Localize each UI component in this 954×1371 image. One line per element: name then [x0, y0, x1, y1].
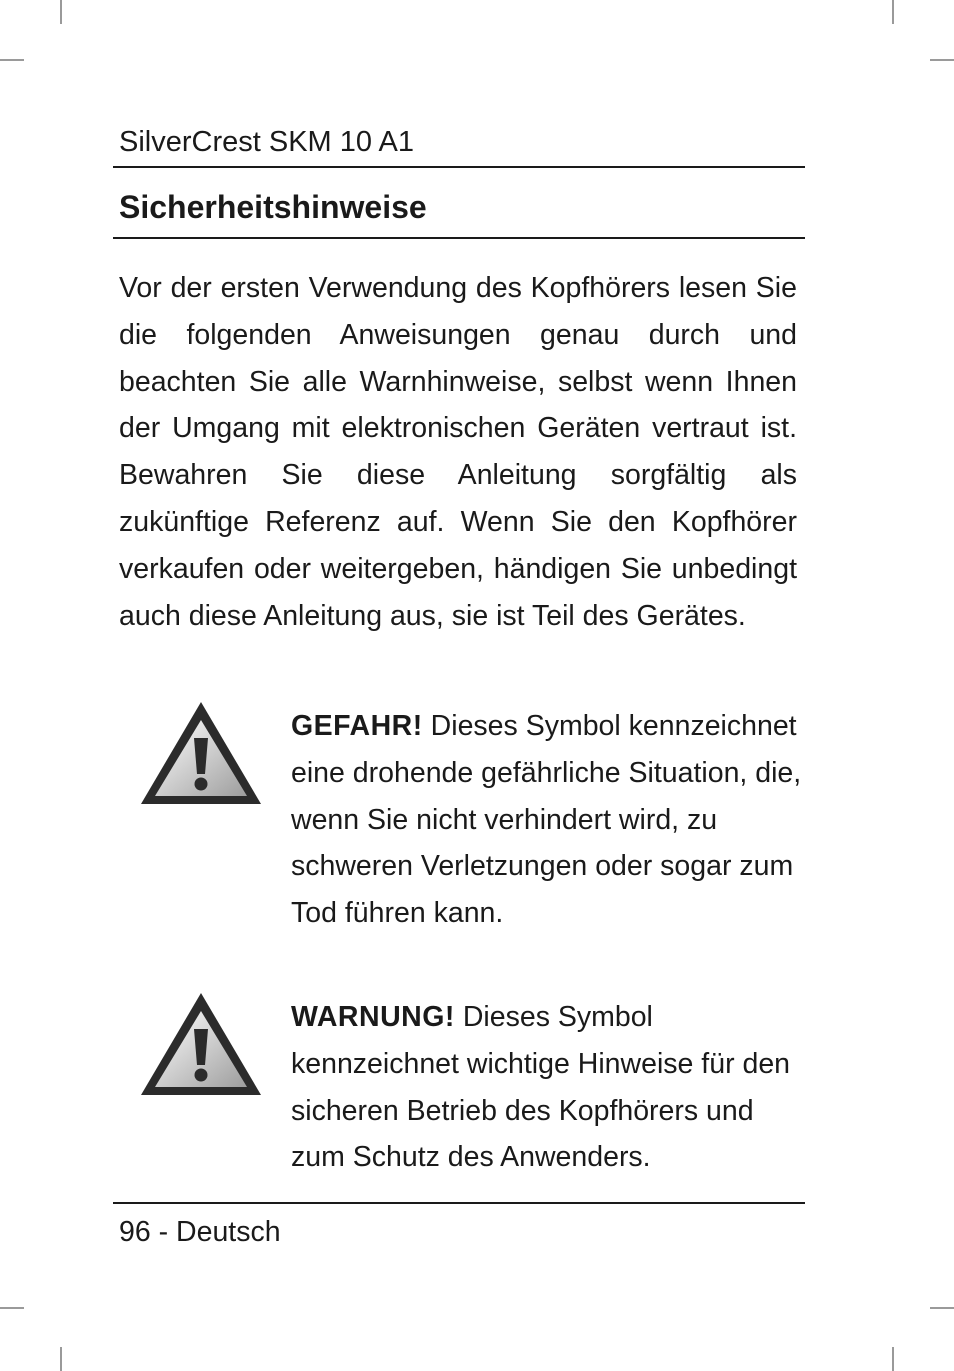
- section-heading: Sicherheitshinweise: [119, 189, 427, 225]
- warning-description: Dieses Symbol kennzeichnet wichtige Hinweise für den sicheren Betrieb des Kopfhörers und zum Schutz des Anwenders.: [291, 1001, 791, 1174]
- crop-mark: [0, 1307, 24, 1309]
- danger-notice: [291, 703, 811, 937]
- crop-mark: [60, 1347, 62, 1371]
- danger-description: Dieses Symbol kennzeichnet eine drohende gefährliche Situation, die, wenn Sie nicht verhindert wird, zu schweren Verletzungen oder sogar zum Tod führen kann.: [291, 710, 802, 930]
- warning-label: WARNUNG!: [291, 1001, 455, 1033]
- header-rule: [113, 166, 805, 168]
- warning-notice: [291, 994, 811, 1181]
- page-footer: 96 - Deutsch: [119, 1216, 281, 1248]
- crop-mark: [60, 0, 62, 24]
- footer-rule: [113, 1202, 805, 1204]
- crop-mark: [892, 1347, 894, 1371]
- crop-mark: [930, 1307, 954, 1309]
- running-header: SilverCrest SKM 10 A1: [119, 126, 414, 158]
- crop-mark: [892, 0, 894, 24]
- warning-triangle-icon: [139, 700, 263, 806]
- intro-paragraph: Vor der ersten Verwendung des Kopfhörers lesen Sie die folgenden Anweisungen genau durch und beachten Sie alle Warnhinweise, selbst wenn Ihnen der Umgang mit elektronischen Geräten vertraut ist. Bewahren Sie diese Anleitung sorgfältig als zukünftige Referenz auf. Wenn Sie den Kopfhörer verkaufen oder weitergeben, händigen Sie unbedingt auch diese Anleitung aus, sie ist Teil des Gerätes.: [119, 272, 797, 632]
- warning-triangle-icon: [139, 991, 263, 1097]
- danger-label: GEFAHR!: [291, 710, 423, 742]
- heading-rule: [113, 237, 805, 239]
- crop-mark: [930, 59, 954, 61]
- crop-mark: [0, 59, 24, 61]
